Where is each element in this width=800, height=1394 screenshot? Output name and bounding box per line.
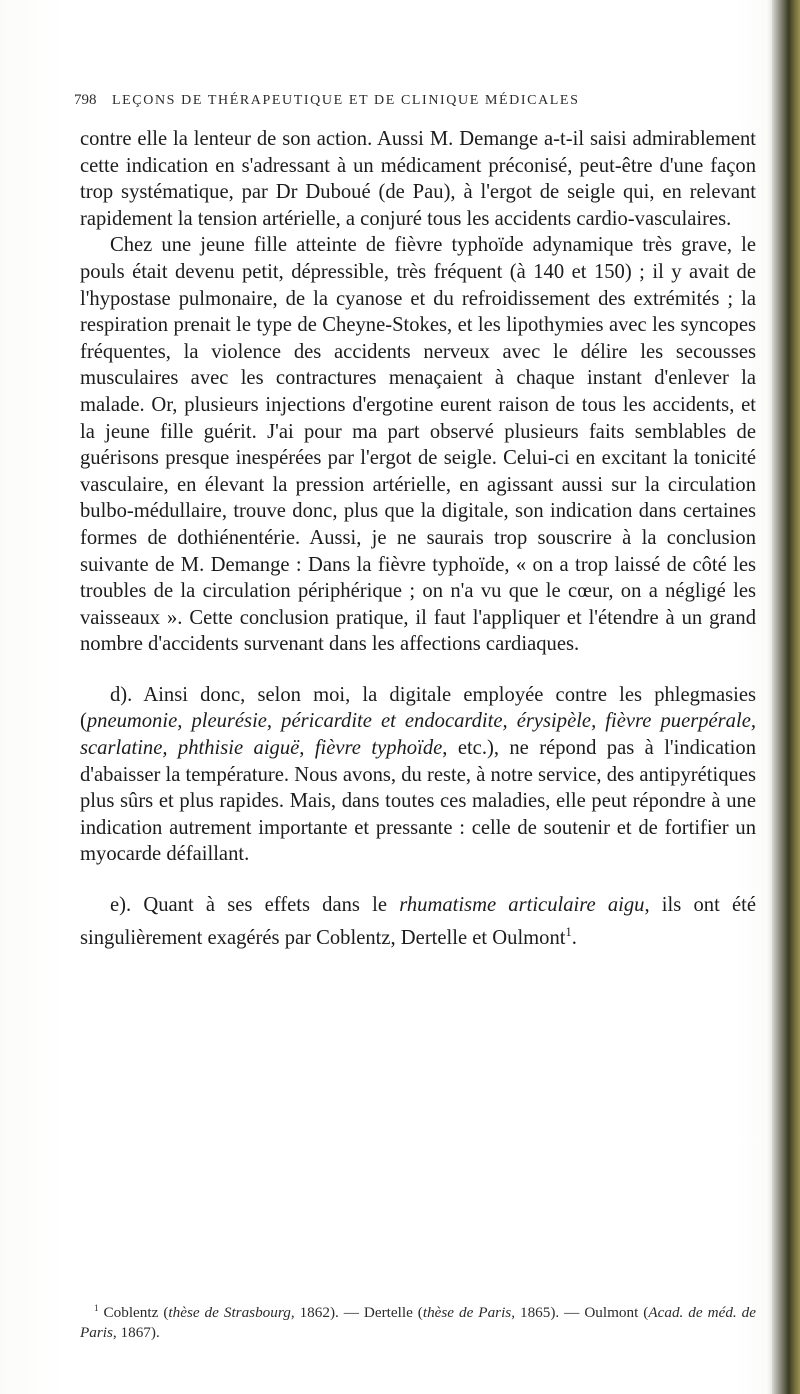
paragraph-1: contre elle la lenteur de son action. Aussi M. Demange a-t-il saisi admirablement cette indication en s'adressant à un médicament préconisé, peut-être d'une façon trop systématique, par Dr Duboué (de Pau), à l'ergot de seigle qui, en relevant rapidement la tension artérielle, a conjuré tous les accidents cardio-vasculaires. bbox=[80, 128, 756, 230]
footnote-ref[interactable]: 1 bbox=[565, 924, 572, 939]
footnote-italic-c: Acad. de méd. de Paris bbox=[80, 1304, 756, 1342]
page-number: 798 bbox=[74, 92, 97, 108]
footnote-italic-a: thèse de Strasbourg bbox=[168, 1304, 291, 1322]
paragraph-2: Chez une jeune fille atteinte de fièvre typhoïde adynamique très grave, le pouls était devenu petit, dépressible, très fréquent (à 140 et 150) ; il y avait de l'hypostase pulmonaire, de la cyanose et du refroidissement des extrémités ; la respiration prenait le type de Cheyne-Stokes, et les lipothymies avec les syncopes fréquentes, la violence des accidents nerveux avec le délire les secousses musculaires avec les contractures menaçaient à chaque instant d'enlever la malade. Or, plusieurs injections d'ergotine eurent raison de tous les accidents, et la jeune fille guérit. J'ai pour ma part observé plusieurs faits semblables de guérisons presque inespérées par l'ergot de seigle. Celui-ci en excitant la tonicité vasculaire, en élevant la pression artérielle, en agissant aussi sur la circulation bulbo-médullaire, trouve donc, plus que la digitale, son indication dans certaines formes de dothiénentérie. Aussi, je ne saurais trop souscrire à la conclusion suivante de M. Demange : Dans la fièvre typhoïde, « on a trop laissé de côté les troubles de la circulation périphérique ; on n'a vu que le cœur, on a négligé les vaisseaux ». Cette conclusion pratique, il faut l'appliquer et l'étendre à un grand nombre d'accidents survenant dans les affections cardiaques. bbox=[80, 234, 756, 656]
paragraph-e-lead: e). Quant à ses effets dans le bbox=[110, 894, 400, 917]
body-text bbox=[80, 126, 756, 951]
footnote-part-b: , 1862). — Dertelle ( bbox=[290, 1304, 423, 1322]
paragraph-e-italic: rhumatisme articulaire aigu bbox=[399, 894, 645, 917]
footnote-part-a: Coblentz ( bbox=[98, 1304, 169, 1322]
paragraph-e-tail: , ils ont été singulièrement exagérés par Coblentz, Dertelle et Oulmont bbox=[80, 894, 757, 949]
paragraph-gap bbox=[80, 658, 756, 682]
paragraph-d-lead: d). Ainsi donc, selon moi, la digitale employée contre les phlegmasies ( bbox=[80, 683, 756, 733]
footnote-italic-b: thèse de Paris bbox=[422, 1304, 512, 1322]
footnote bbox=[80, 1298, 756, 1343]
footnote-part-d: , 1867). bbox=[112, 1324, 160, 1342]
paragraph-d-tail: , etc.), ne répond pas à l'indication d'abaisser la température. Nous avons, du reste, à notre service, des antipyrétiques plus sûrs et plus rapides. Mais, dans toutes ces maladies, elle peut répondre à une indication autrement importante et pressante : celle de soutenir et de fortifier un myocarde défaillant. bbox=[80, 737, 756, 866]
book-edge bbox=[772, 0, 800, 1394]
paragraph-gap bbox=[80, 868, 756, 892]
running-head: LEÇONS DE THÉRAPEUTIQUE ET DE CLINIQUE MÉDICALES bbox=[112, 93, 580, 108]
paragraph-d-italic: pneumonie, pleurésie, péricardite et endocardite, érysipèle, fièvre puerpérale, scarlatine, phthisie aiguë, fièvre typhoïde bbox=[80, 710, 756, 760]
footnote-part-c: , 1865). — Oulmont ( bbox=[511, 1304, 649, 1322]
page-header bbox=[74, 92, 754, 122]
footnote-text bbox=[80, 1298, 756, 1343]
footnote-mark: 1 bbox=[94, 1303, 99, 1313]
paragraph-e-end: . bbox=[571, 926, 577, 949]
paragraph-d bbox=[80, 682, 756, 868]
paragraph-e bbox=[80, 892, 756, 951]
